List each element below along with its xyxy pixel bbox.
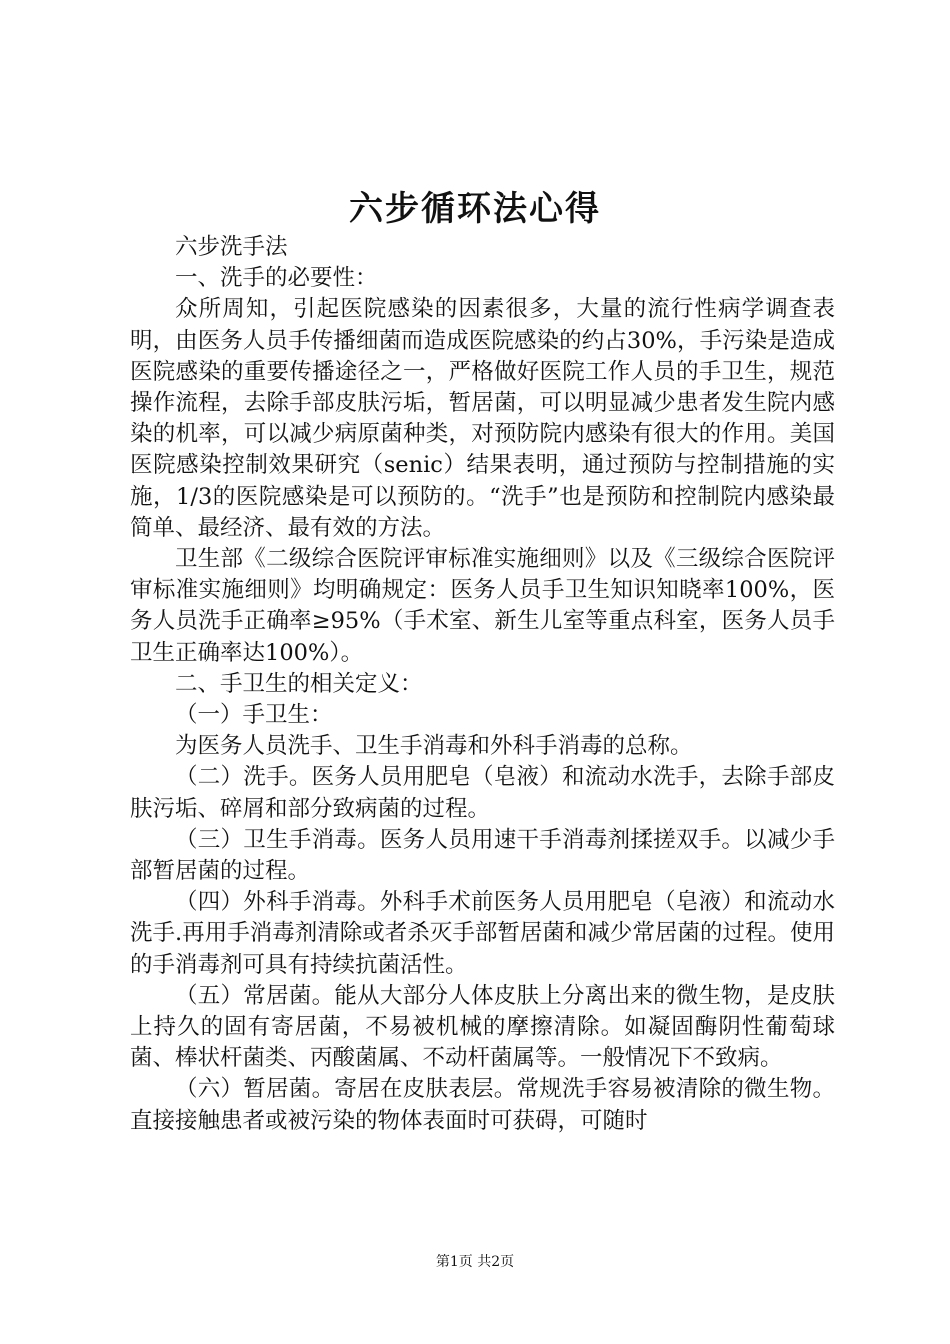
definition-paragraph: （二）洗手。医务人员用肥皂（皂液）和流动水洗手，去除手部皮肤污垢、碎屑和部分致病菌的过程。 (130, 764, 835, 822)
paragraph: 众所周知，引起医院感染的因素很多，大量的流行性病学调查表明，由医务人员手传播细菌而造成医院感染的约占30%，手污染是造成医院感染的重要传播途径之一，严格做好医院工作人员的手卫生，规范操作流程，去除手部皮肤污垢，暂居菌，可以明显减少患者发生院内感染的机率，可以减少病原菌种类，对预防院内感染有很大的作用。美国医院感染控制效果研究（senic）结果表明，通过预防与控制措施的实施，1/3的医院感染是可以预防的。“洗手”也是预防和控制院内感染最简单、最经济、最有效的方法。 (130, 296, 835, 541)
page-footer: 第1页 共2页 (435, 1254, 515, 1270)
definition-paragraph: （六）暂居菌。寄居在皮肤表层。常规洗手容易被清除的微生物。直接接触患者或被污染的物体表面时可获碍，可随时 (130, 1076, 835, 1134)
section-heading: 一、洗手的必要性： (175, 265, 378, 292)
definition-paragraph: （三）卫生手消毒。医务人员用速干手消毒剂揉搓双手。以减少手部暂居菌的过程。 (130, 826, 835, 885)
definition-heading: （一）手卫生： (175, 702, 333, 729)
section-heading: 六步洗手法 (175, 234, 288, 260)
section-heading: 二、手卫生的相关定义： (175, 670, 423, 697)
paragraph: 卫生部《二级综合医院评审标准实施细则》以及《三级综合医院评审标准实施细则》均明确规定：医务人员手卫生知识知晓率100%，医务人员洗手正确率≥95%（手术室、新生儿室等重点科室，医务人员手卫生正确率达100%）。 (130, 546, 835, 666)
definition-paragraph: （四）外科手消毒。外科手术前医务人员用肥皂（皂液）和流动水洗手.再用手消毒剂清除或者杀灭手部暂居菌和减少常居菌的过程。使用的手消毒剂可具有持续抗菌活性。 (130, 889, 835, 978)
paragraph: 为医务人员洗手、卫生手消毒和外科手消毒的总称。 (175, 733, 693, 760)
definition-paragraph: （五）常居菌。能从大部分人体皮肤上分离出来的微生物，是皮肤上持久的固有寄居菌，不易被机械的摩擦清除。如凝固酶阴性葡萄球菌、棒状杆菌类、丙酸菌属、不动杆菌属等。一般情况下不致病。 (130, 982, 835, 1072)
page-title: 六步循环法心得 (349, 189, 601, 229)
document-body (130, 232, 835, 1137)
